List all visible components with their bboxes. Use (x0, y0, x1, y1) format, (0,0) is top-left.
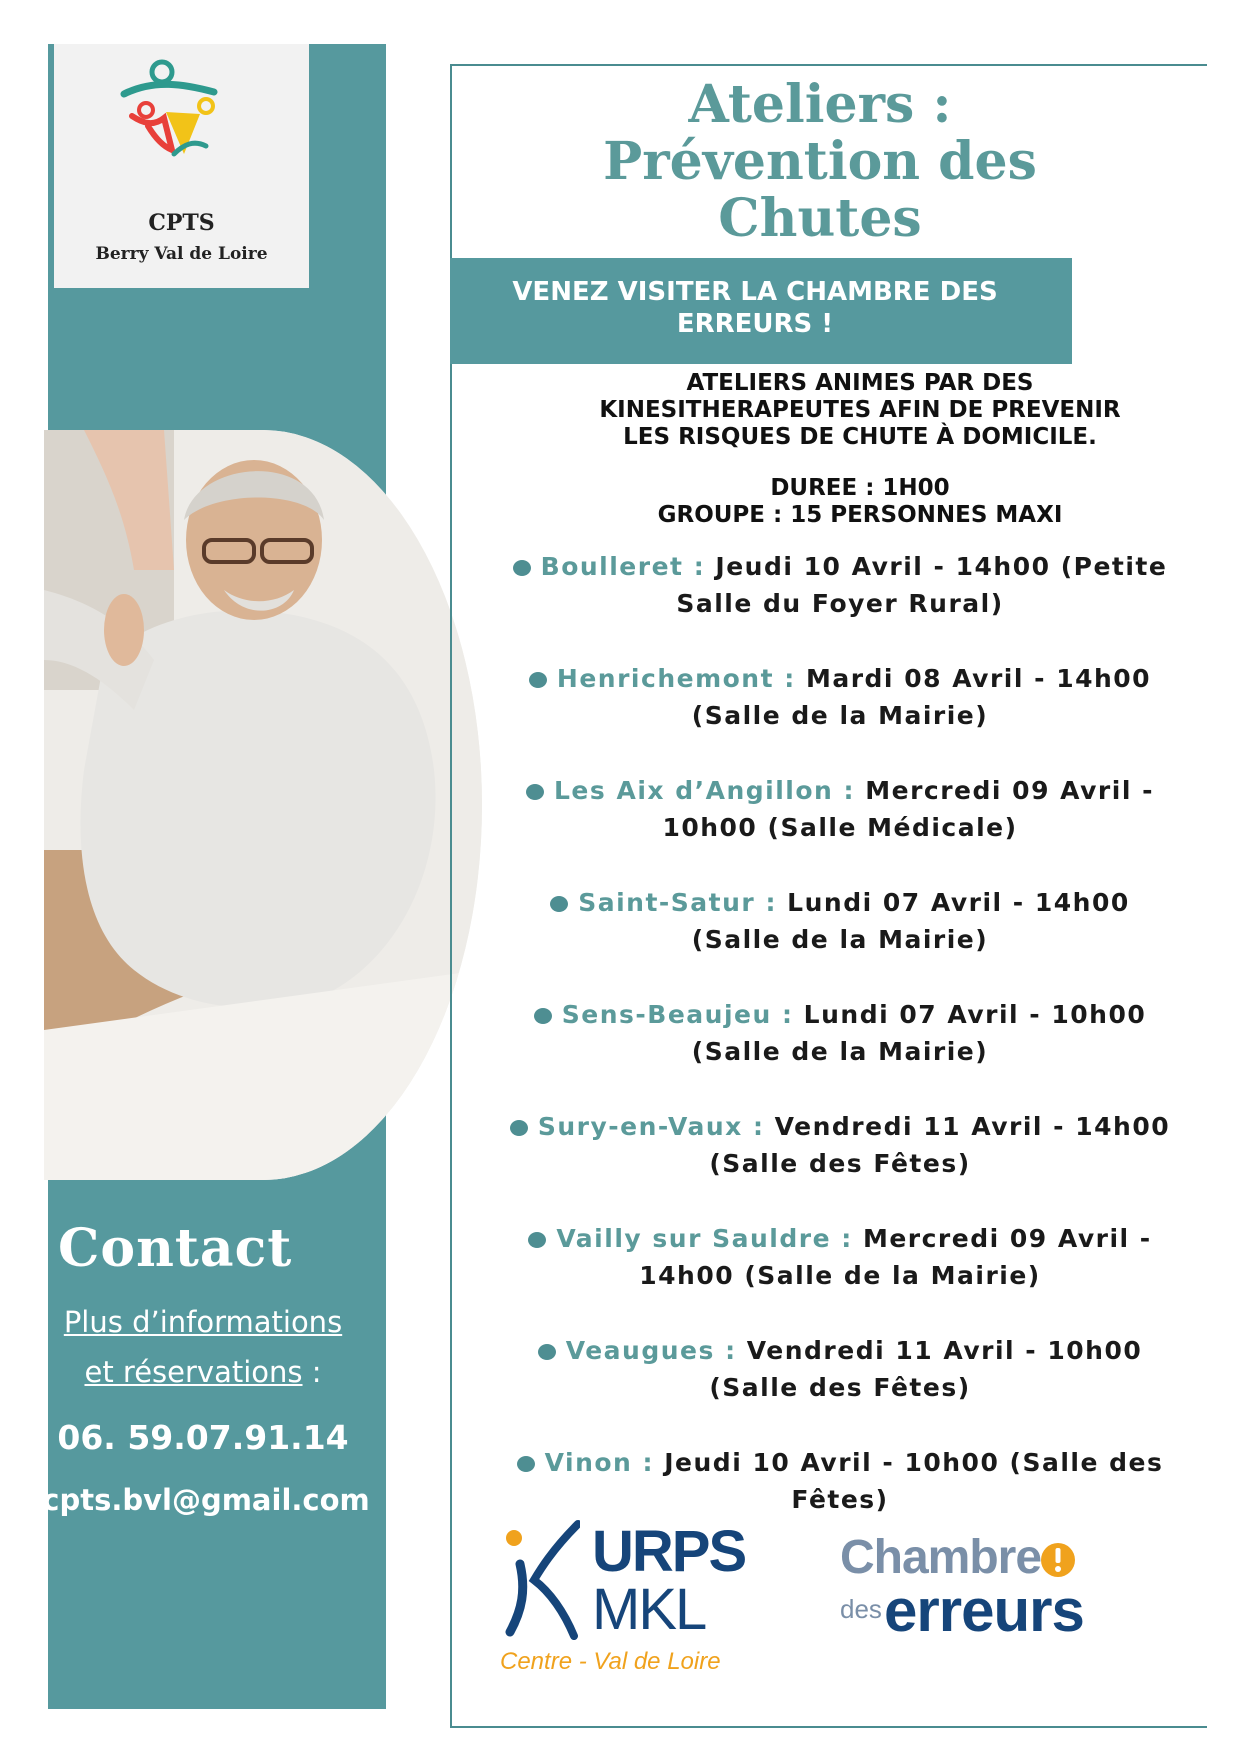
photo-illustration (44, 430, 482, 1180)
org-name: CPTS (148, 210, 215, 236)
session-item (470, 996, 1210, 1070)
cpts-logo-card (54, 44, 309, 288)
session-item (470, 1444, 1210, 1518)
cpts-logo-icon (114, 54, 244, 174)
bullet-icon (510, 1120, 528, 1136)
contact-info-line1[interactable] (38, 1305, 368, 1339)
title-line3: Chutes (718, 188, 922, 249)
session-venue: Salle du Foyer Rural) (676, 589, 1004, 618)
banner-text (470, 276, 1040, 340)
contact-title: Contact (58, 1218, 293, 1279)
bullet-icon (529, 672, 547, 688)
session-venue: 14h00 (Salle de la Mairie) (639, 1261, 1041, 1290)
session-item (470, 1332, 1210, 1406)
session-city: Henrichemont : (556, 664, 796, 693)
session-item (470, 660, 1210, 734)
session-date: Mercredi 09 Avril - (855, 776, 1154, 805)
chambre-line1: Chambre (840, 1531, 1042, 1584)
session-item (470, 1108, 1210, 1182)
bullet-icon (513, 560, 531, 576)
intro-line1: ATELIERS ANIMES PAR DES (686, 370, 1034, 396)
exclamation-icon (1038, 1540, 1078, 1580)
session-venue: (Salle de la Mairie) (691, 701, 989, 730)
session-item (470, 548, 1210, 622)
bullet-icon (528, 1232, 546, 1248)
duration-block (560, 475, 1160, 529)
page-title (560, 76, 1080, 247)
session-date: Vendredi 11 Avril - 14h00 (764, 1112, 1171, 1141)
title-line1: Ateliers : (688, 74, 952, 135)
contact-info-line2[interactable] (38, 1355, 368, 1389)
chambre-line2: erreurs (884, 1577, 1084, 1644)
contact-email[interactable]: cpts.bvl@gmail.com (42, 1483, 370, 1517)
intro-line3: LES RISQUES DE CHUTE À DOMICILE. (623, 424, 1097, 450)
session-city: Saint-Satur : (578, 888, 777, 917)
banner-line1: VENEZ VISITER LA CHAMBRE DES (512, 277, 998, 307)
contact-info-link1[interactable]: Plus d’informations (63, 1305, 343, 1339)
session-venue: (Salle de la Mairie) (691, 1037, 989, 1066)
session-item (470, 772, 1210, 846)
duration-text: DUREE : 1H00 (770, 475, 950, 501)
chambre-des-erreurs-logo (840, 1530, 1110, 1660)
session-item (470, 1220, 1210, 1294)
chambre-des: des (840, 1594, 882, 1624)
session-city: Sens-Beaujeu : (561, 1000, 794, 1029)
contact-phone[interactable]: 06. 59.07.91.14 (57, 1418, 349, 1457)
bullet-icon (534, 1008, 552, 1024)
session-city: Veaugues : (565, 1336, 737, 1365)
bullet-icon (526, 784, 544, 800)
session-date: Lundi 07 Avril - 14h00 (776, 888, 1130, 917)
intro-text (560, 370, 1160, 451)
session-city: Les Aix d’Angillon : (554, 776, 856, 805)
session-venue: (Salle de la Mairie) (691, 925, 989, 954)
session-date: Mercredi 09 Avril - (852, 1224, 1152, 1253)
title-line2: Prévention des (603, 131, 1037, 192)
session-date: Vendredi 11 Avril - 10h00 (736, 1336, 1143, 1365)
session-date: Jeudi 10 Avril - 14h00 (Petite (705, 552, 1168, 581)
session-venue: (Salle des Fêtes) (709, 1373, 971, 1402)
bullet-icon (550, 896, 568, 912)
org-subtitle: Berry Val de Loire (95, 244, 268, 264)
intro-line2: KINESITHERAPEUTES AFIN DE PREVENIR (599, 397, 1121, 423)
urps-region: Centre - Val de Loire (500, 1648, 721, 1675)
session-venue: (Salle des Fêtes) (709, 1149, 971, 1178)
elderly-man-photo (44, 430, 482, 1180)
session-city: Sury-en-Vaux : (537, 1112, 765, 1141)
session-date: Lundi 07 Avril - 10h00 (793, 1000, 1147, 1029)
urps-mkl-logo (500, 1520, 760, 1680)
session-item (470, 884, 1210, 958)
group-size-text: GROUPE : 15 PERSONNES MAXI (657, 502, 1063, 528)
session-city: Vailly sur Sauldre : (556, 1224, 853, 1253)
urps-k-icon (500, 1520, 580, 1640)
bullet-icon (538, 1344, 556, 1360)
session-venue: Fêtes) (791, 1485, 889, 1514)
contact-info-link2[interactable]: et réservations (84, 1355, 303, 1389)
urps-line2: MKL (592, 1577, 706, 1642)
urps-line1: URPS (592, 1519, 746, 1584)
session-venue: 10h00 (Salle Médicale) (662, 813, 1018, 842)
contact-info-colon: : (302, 1355, 322, 1389)
bullet-icon (517, 1456, 535, 1472)
session-date: Mardi 08 Avril - 14h00 (795, 664, 1152, 693)
session-city: Boulleret : (540, 552, 706, 581)
banner-line2: ERREURS ! (676, 309, 834, 339)
session-date: Jeudi 10 Avril - 10h00 (Salle des (654, 1448, 1164, 1477)
session-city: Vinon : (544, 1448, 655, 1477)
